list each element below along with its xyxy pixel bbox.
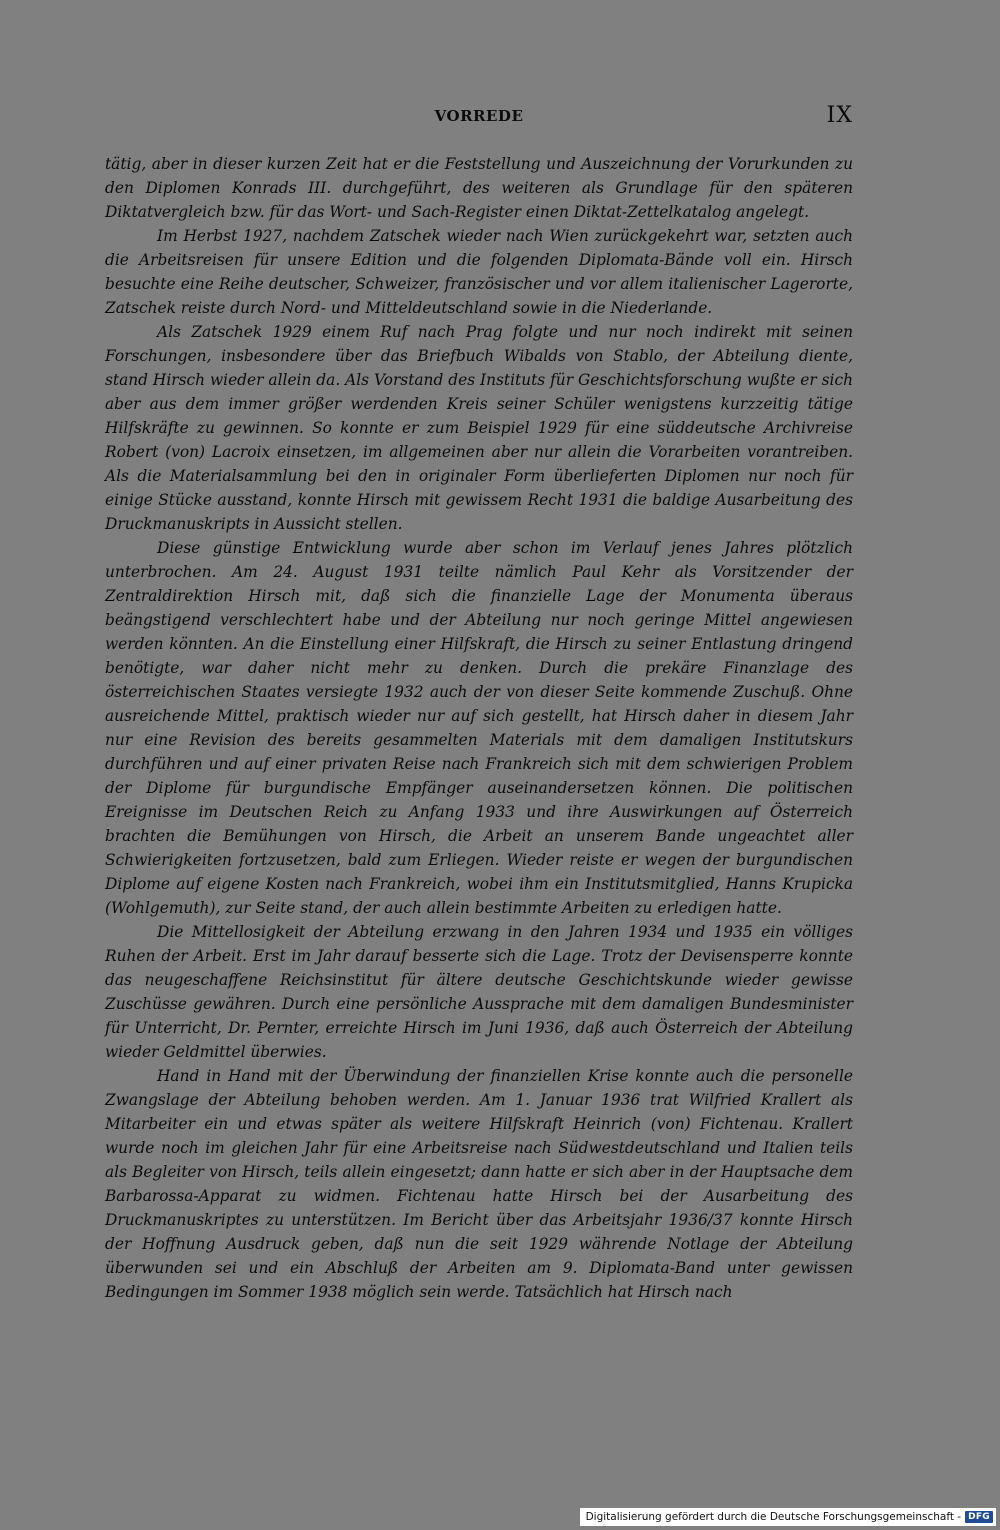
body-text — [105, 152, 853, 1304]
paragraph: Im Herbst 1927, nachdem Zatschek wieder nach Wien zurückgekehrt war, setzten auch die Arbeitsreisen für unsere Edition und die folgenden Diplomata-Bände voll ein. Hirsch besuchte eine Reihe deutscher, Schweizer, französischer und vor allem italienischer Lagerorte, Zatschek reiste durch Nord- und Mitteldeutschland sowie in die Niederlande. — [105, 227, 853, 317]
funding-footer — [580, 1508, 996, 1526]
page-number: IX — [826, 103, 853, 128]
funding-notice: Digitalisierung gefördert durch die Deutsche Forschungsgemeinschaft - — [585, 1511, 962, 1523]
paragraph: Die Mittellosigkeit der Abteilung erzwang in den Jahren 1934 und 1935 ein völliges Ruhen der Arbeit. Erst im Jahr darauf besserte sich die Lage. Trotz der Devisensperre konnte das neugeschaffene Reichsinstitut für ältere deutsche Geschichtskunde wieder gewisse Zuschüsse gewähren. Durch eine persönliche Aussprache mit dem damaligen Bundesminister für Unterricht, Dr. Pernter, erreichte Hirsch im Juni 1936, daß auch Österreich der Abteilung wieder Geldmittel überwies. — [105, 923, 853, 1061]
paragraph-continuation: tätig, aber in dieser kurzen Zeit hat er die Feststellung und Auszeichnung der Vorurkunden zu den Diplomen Konrads III. durchgeführt, des weiteren als Grundlage für den späteren Diktatvergleich bzw. für das Wort- und Sach-Register einen Diktat-Zettelkatalog angelegt. — [105, 155, 853, 221]
paragraph: Diese günstige Entwicklung wurde aber schon im Verlauf jenes Jahres plötzlich unterbrochen. Am 24. August 1931 teilte nämlich Paul Kehr als Vorsitzender der Zentraldirektion Hirsch mit, daß sich die finanzielle Lage der Monumenta überaus beängstigend verschlechtert habe und der Abteilung nur noch geringe Mittel angewiesen werden könnten. An die Einstellung einer Hilfskraft, die Hirsch zu seiner Entlastung dringend benötigte, war daher nicht mehr zu denken. Durch die prekäre Finanzlage des österreichischen Staates versiegte 1932 auch der von dieser Seite kommende Zuschuß. Ohne ausreichende Mittel, praktisch wieder nur auf sich gestellt, hat Hirsch daher in diesem Jahr nur eine Revision des bereits gesammelten Materials mit dem damaligen Institutskurs durchführen und auf einer privaten Reise nach Frankreich sich mit dem schwierigen Problem der Diplome für burgundische Empfänger auseinandersetzen können. Die politischen Ereignisse im Deutschen Reich zu Anfang 1933 und ihre Auswirkungen auf Österreich brachten die Bemühungen von Hirsch, die Arbeit an unserem Bande ungeachtet aller Schwierigkeiten fortzusetzen, bald zum Erliegen. Wieder reiste er wegen der burgundischen Diplome auf eigene Kosten nach Frankreich, wobei ihm ein Institutsmitglied, Hanns Krupicka (Wohlgemuth), zur Seite stand, der auch allein bestimmte Arbeiten zu erledigen hatte. — [105, 539, 853, 917]
page-header — [105, 103, 853, 133]
paragraph: Hand in Hand mit der Überwindung der finanziellen Krise konnte auch die personelle Zwangslage der Abteilung behoben werden. Am 1. Januar 1936 trat Wilfried Krallert als Mitarbeiter ein und etwas später als weitere Hilfskraft Heinrich (von) Fichtenau. Krallert wurde noch im gleichen Jahr für eine Arbeitsreise nach Südwestdeutschland und Italien teils als Begleiter von Hirsch, teils allein eingesetzt; dann hatte er sich aber in der Hauptsache dem Barbarossa-Apparat zu widmen. Fichtenau hatte Hirsch bei der Ausarbeitung des Druckmanuskriptes zu unterstützen. Im Bericht über das Arbeitsjahr 1936/37 konnte Hirsch der Hoffnung Ausdruck geben, daß nun die seit 1929 währende Notlage der Abteilung überwunden sei und ein Abschluß der Arbeiten am 9. Diplomata-Band unter gewissen Bedingungen im Sommer 1938 möglich sein werde. Tatsächlich hat Hirsch nach — [105, 1067, 853, 1301]
dfg-logo-icon: DFG — [965, 1511, 993, 1523]
paragraph: Als Zatschek 1929 einem Ruf nach Prag folgte und nur noch indirekt mit seinen Forschungen, insbesondere über das Briefbuch Wibalds von Stablo, der Abteilung diente, stand Hirsch wieder allein da. Als Vorstand des Instituts für Geschichtsforschung wußte er sich aber aus dem immer größer werdenden Kreis seiner Schüler wenigstens kurzzeitig tätige Hilfskräfte zu gewinnen. So konnte er zum Beispiel 1929 für eine süddeutsche Archivreise Robert (von) Lacroix einsetzen, im allgemeinen aber nur allein die Vorarbeiten vorantreiben. Als die Materialsammlung bei den in originaler Form überlieferten Diplomen nur noch für einige Stücke ausstand, konnte Hirsch mit gewissem Recht 1931 die baldige Ausarbeitung des Druckmanuskripts in Aussicht stellen. — [105, 323, 853, 533]
running-title: VORREDE — [434, 107, 524, 125]
